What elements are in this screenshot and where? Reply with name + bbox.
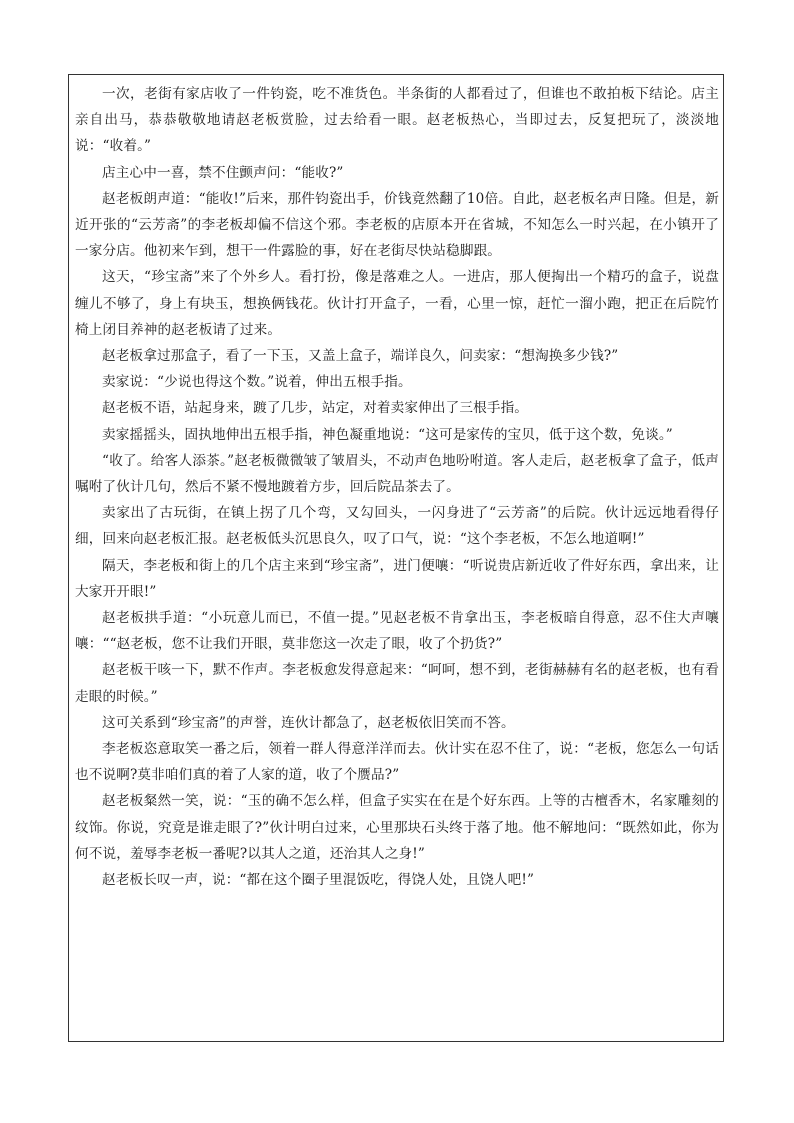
paragraph-10: 卖家出了古玩街，在镇上拐了几个弯，又勾回头，一闪身进了“云芳斋”的后院。伙计远远地看得仔细，回来向赵老板汇报。赵老板低头沉思良久，叹了口气，说：“这个李老板，不怎么地道啊!” — [75, 505, 719, 548]
paragraph-6: 卖家说：“少说也得这个数。”说着，伸出五根手指。 — [102, 374, 412, 391]
paragraph-7: 赵老板不语，站起身来，踱了几步，站定，对着卖家伸出了三根手指。 — [102, 400, 529, 417]
paragraph-11: 隔天，李老板和街上的几个店主来到“珍宝斋”，进门便嚷：“听说贵店新近收了件好东西，拿出来，让大家开开眼!” — [75, 557, 719, 600]
paragraph-4: 这天，“珍宝斋”来了个外乡人。看打扮，像是落难之人。一进店，那人便掏出一个精巧的盒子，说盘缠儿不够了，身上有块玉，想换俩钱花。伙计打开盒子，一看，心里一惊，赶忙一溜小跑，把正在后院竹椅上闭目养神的赵老板请了过来。 — [75, 269, 719, 338]
paragraph-16: 赵老板粲然一笑，说：“玉的确不怎么样，但盒子实实在在是个好东西。上等的古檀香木，名家雕刻的纹饰。你说，究竟是谁走眼了?”伙计明白过来，心里那块石头终于落了地。他不解地问：“既然如此，你为何不说，羞辱李老板一番呢?以其人之道，还治其人之身!” — [75, 793, 719, 862]
paragraph-12: 赵老板拱手道：“小玩意儿而已，不值一提。”见赵老板不肯拿出玉，李老板暗自得意，忍不住大声嚷嚷：““赵老板，您不让我们开眼，莫非您这一次走了眼，收了个扔货?” — [75, 610, 719, 653]
paragraph-13: 赵老板干咳一下，默不作声。李老板愈发得意起来：“呵呵，想不到，老街赫赫有名的赵老板，也有看走眼的时候。” — [75, 662, 719, 705]
paragraph-14: 这可关系到“珍宝斋”的声誉，连伙计都急了，赵老板依旧笑而不答。 — [102, 714, 515, 731]
paragraph-8: 卖家摇摇头，固执地伸出五根手指，神色凝重地说：“这可是家传的宝贝，低于这个数，免谈。” — [102, 426, 673, 443]
paragraph-1: 一次，老街有家店收了一件钧瓷，吃不准货色。半条街的人都看过了，但谁也不敢拍板下结论。店主亲自出马，恭恭敬敬地请赵老板赏脸，过去给看一眼。赵老板热心，当即过去，反复把玩了，淡淡地说：“收着。” — [75, 86, 719, 155]
paragraph-15: 李老板恣意取笑一番之后，领着一群人得意洋洋而去。伙计实在忍不住了，说：“老板，您怎么一句话也不说啊?莫非咱们真的着了人家的道，收了个赝品?” — [75, 741, 719, 784]
paragraph-2: 店主心中一喜，禁不住颤声问：“能收?” — [102, 164, 344, 181]
paragraph-9: “收了。给客人添茶。”赵老板微微皱了皱眉头，不动声色地吩咐道。客人走后，赵老板拿了盒子，低声嘱咐了伙计几句，然后不紧不慢地踱着方步，回后院品茶去了。 — [75, 452, 719, 496]
paragraph-5: 赵老板拿过那盒子，看了一下玉，又盖上盒子，端详良久，问卖家：“想淘换多少钱?” — [102, 348, 619, 365]
paragraph-3: 赵老板朗声道：“能收!”后来，那件钧瓷出手，价钱竟然翻了10倍。自此，赵老板名声日隆。但是，新近开张的“云芳斋”的李老板却偏不信这个邪。李老板的店原本开在省城，不知怎么一时兴起，在小镇开了一家分店。他初来乍到，想干一件露脸的事，好在老街尽快站稳脚跟。 — [75, 190, 719, 260]
text-frame — [68, 74, 724, 1042]
paragraph-17: 赵老板长叹一声，说：“都在这个圈子里混饭吃，得饶人处，且饶人吧!” — [102, 872, 535, 889]
